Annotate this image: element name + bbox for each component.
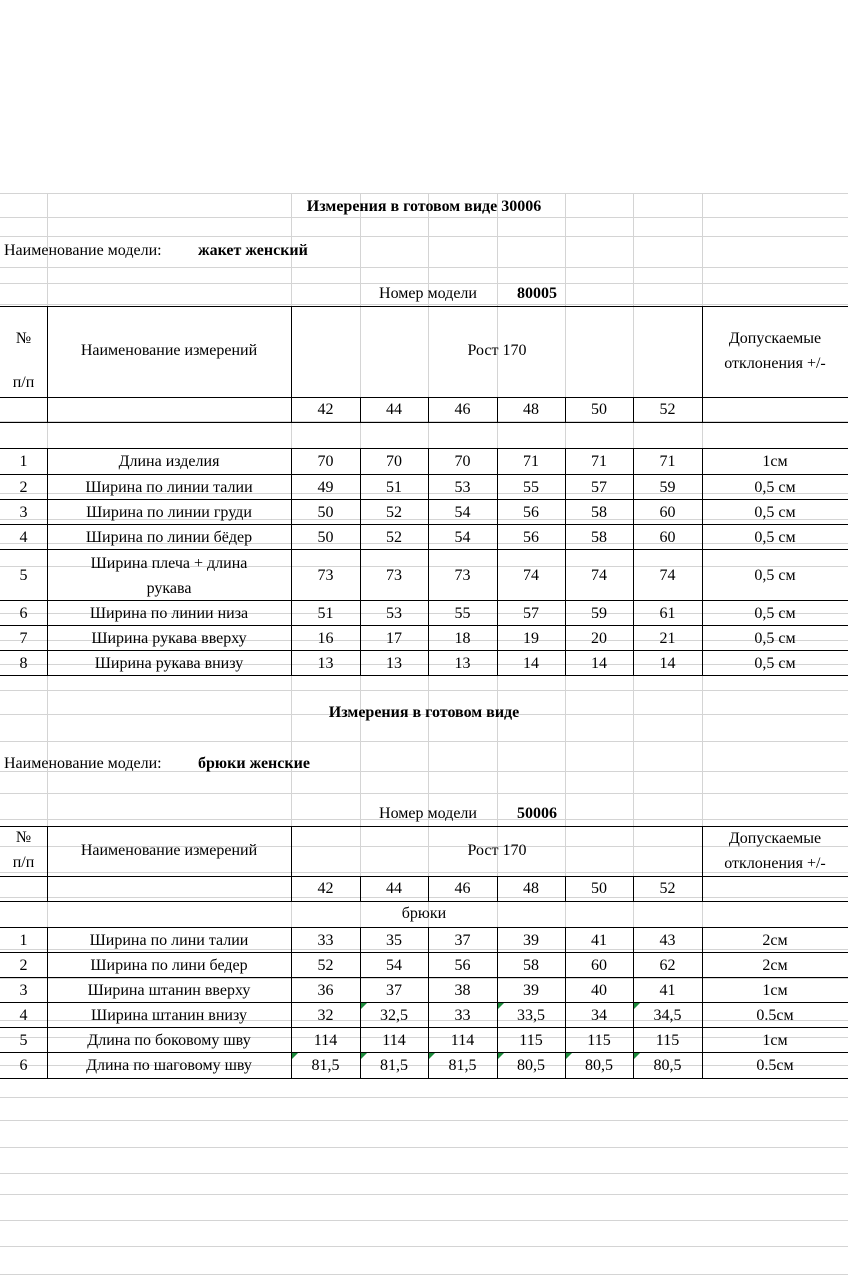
row-number: 6 [19,604,28,622]
measurement-value: 70 [386,453,402,470]
size-header: 52 [659,401,676,418]
grid-line [0,1173,848,1174]
grid-line [0,236,848,237]
grid-line [0,978,848,979]
cell-marker-icon [634,1003,640,1009]
measurement-value: 55 [523,478,539,496]
measurement-value: 19 [523,629,539,647]
measurement-name-2: Ширина штанин вверху [87,981,251,999]
table-border [0,524,848,525]
col-name-header: Наименование измерений [80,342,258,359]
measurement-value: 50 [317,528,334,546]
tolerance-value-2: 1см [762,1031,788,1049]
measurement-value-2: 41 [659,981,676,999]
sheet-title: Измерения в готовом виде 30006 [306,198,542,215]
measurement-value: 20 [591,629,607,647]
measurement-name: рукава [146,579,192,597]
size-header: 48 [523,401,539,418]
measurement-value: 70 [317,453,334,470]
measurement-value: 13 [454,654,471,672]
row-number-2: 1 [19,931,28,949]
row-number-2: 4 [19,1006,28,1024]
measurement-value-2: 80,5 [585,1057,613,1074]
measurement-value: 54 [454,503,471,521]
tolerance-value: 0,5 см [754,528,796,546]
grid-line [0,217,848,218]
measurement-value: 17 [386,629,402,647]
table-border [0,1027,848,1028]
row-number: 5 [19,566,28,584]
measurement-value-2: 115 [519,1031,543,1049]
table-border [565,448,566,675]
measurement-value: 55 [454,604,471,622]
measurement-value-2: 39 [523,931,539,949]
measurement-name-2: Ширина по лини талии [89,931,249,949]
table-border [291,826,292,901]
measurement-value-2: 115 [655,1031,680,1049]
cell-marker-icon [361,1003,367,1009]
measurement-name: Ширина по линии низа [89,604,249,622]
table-border [428,876,429,901]
measurement-value: 74 [591,566,607,584]
table-border [47,306,48,422]
table-border [0,306,848,307]
measurement-value: 51 [386,478,402,496]
tolerance-value: 1см [762,453,788,470]
tolerance-header-2: Допускаемые [728,830,822,847]
measurement-value: 53 [386,604,402,622]
col-number-header-2: № [15,829,32,846]
table-border [291,448,292,675]
measurement-value: 74 [659,566,676,584]
table-border [0,448,848,449]
tolerance-value-2: 0.5см [756,1057,794,1074]
measurement-value-2: 33,5 [517,1006,545,1024]
measurement-value-2: 41 [591,931,607,949]
measurement-name-2: Длина по боковому шву [87,1031,251,1049]
size-header: 42 [317,401,334,418]
table-border [633,397,634,422]
col-number-header-sub-2: п/п [12,854,35,871]
row-number: 8 [19,654,28,672]
table-border [0,901,848,902]
measurement-value-2: 32,5 [380,1006,408,1024]
tolerance-header: Допускаемые [728,330,822,347]
measurement-value: 14 [523,654,539,672]
table-border [0,474,848,475]
table-border [291,306,292,422]
table-border [702,826,703,901]
measurement-value-2: 56 [454,956,471,974]
measurement-value: 21 [659,629,676,647]
table-border [497,397,498,422]
grid-line [0,1097,848,1098]
table-border [702,306,703,422]
measurement-sheet [0,193,848,1078]
measurement-name-2: Ширина штанин внизу [91,1006,247,1024]
measurement-value-2: 81,5 [448,1057,477,1074]
table-border [702,448,703,675]
measurement-value: 60 [659,503,676,521]
row-number: 3 [19,503,28,521]
table-border [0,876,848,877]
size-header-2: 44 [386,880,402,897]
measurement-value: 13 [386,654,402,672]
size-header-2: 48 [523,880,539,897]
measurement-value: 61 [659,604,676,622]
measurement-value-2: 114 [313,1031,338,1049]
cell-marker-icon [429,1053,435,1059]
measurement-value: 59 [591,604,607,622]
measurement-value: 70 [454,453,471,470]
table-border [0,549,848,550]
table-border [47,927,48,1078]
tolerance-value: 0,5 см [754,566,796,584]
measurement-value-2: 37 [386,981,402,999]
model-name-2: брюки женские [198,755,310,772]
measurement-value: 57 [523,604,539,622]
cell-marker-icon [498,1053,504,1059]
measurement-value: 58 [591,503,607,521]
table-border [497,448,498,675]
measurement-value: 73 [454,566,471,584]
measurement-name: Длина изделия [118,453,220,470]
measurement-value-2: 58 [523,956,539,974]
grid-line [0,872,848,873]
measurement-value-2: 54 [386,956,402,974]
model-name: жакет женский [198,242,308,259]
table-border [360,397,361,422]
height-header: Рост 170 [467,342,527,359]
size-header: 50 [591,401,607,418]
row-number-2: 6 [19,1057,28,1074]
grid-line [0,793,848,794]
measurement-value-2: 62 [659,956,676,974]
row-number: 1 [19,453,28,470]
measurement-value: 49 [317,478,334,496]
grid-line [0,1194,848,1195]
model-number-label: Номер модели [379,285,477,302]
measurement-value-2: 80,5 [653,1057,682,1074]
measurement-value-2: 43 [659,931,676,949]
height-header-2: Рост 170 [467,842,527,859]
model-number-label-2: Номер модели [379,805,477,822]
table-border [497,876,498,901]
measurement-value-2: 115 [587,1031,611,1049]
measurement-value-2: 36 [317,981,334,999]
row-number: 2 [19,478,28,496]
grid-line [0,897,848,898]
measurement-value-2: 37 [454,931,471,949]
measurement-value: 56 [523,528,539,546]
cell-marker-icon [292,1053,298,1059]
table-border [360,876,361,901]
table-border [0,650,848,651]
tolerance-value-2: 2см [762,956,788,974]
table-border [0,1002,848,1003]
cell-marker-icon [498,1003,504,1009]
col-number-header-sub: п/п [12,374,35,391]
grid-line [0,1220,848,1221]
measurement-value-2: 60 [591,956,607,974]
measurement-value: 18 [454,629,471,647]
section-label: брюки [401,905,447,922]
measurement-value: 51 [317,604,334,622]
tolerance-value: 0,5 см [754,654,796,672]
measurement-value: 14 [591,654,607,672]
grid-line [0,690,848,691]
row-number-2: 5 [19,1031,28,1049]
grid-line [0,304,848,305]
table-border [0,1078,848,1079]
row-number: 7 [19,629,28,647]
measurement-value: 52 [386,503,402,521]
grid-line [0,1120,848,1121]
table-border [633,448,634,675]
tolerance-value: 0,5 см [754,478,796,496]
table-border [0,499,848,500]
col-number-header: № [15,330,32,347]
model-label-2: Наименование модели: [4,755,162,772]
tolerance-value: 0,5 см [754,629,796,647]
table-border [633,876,634,901]
measurement-value: 57 [591,478,607,496]
table-border [428,448,429,675]
cell-marker-icon [634,1053,640,1059]
sheet-title-2: Измерения в готовом виде [328,704,520,721]
measurement-value: 73 [317,566,334,584]
table-border [360,448,361,675]
table-border [0,675,848,676]
table-border [565,397,566,422]
size-header: 46 [454,401,471,418]
tolerance-value-2: 0.5см [756,1006,794,1024]
cell-marker-icon [566,1053,572,1059]
row-number: 4 [19,528,28,546]
tolerance-header-sub-2: отклонения +/- [724,855,826,872]
row-number-2: 2 [19,956,28,974]
measurement-value-2: 39 [523,981,539,999]
table-border [0,952,848,953]
measurement-value: 52 [386,528,402,546]
tolerance-value-2: 1см [762,981,788,999]
measurement-value: 71 [591,453,607,470]
cell-marker-icon [361,1053,367,1059]
measurement-name: Ширина рукава вверху [91,629,247,647]
measurement-value: 50 [317,503,334,521]
grid-line [0,267,848,268]
table-border [565,876,566,901]
measurement-value-2: 32 [317,1006,334,1024]
table-border [0,397,848,398]
col-name-header-2: Наименование измерений [80,842,258,859]
measurement-value-2: 34 [591,1006,607,1024]
measurement-value-2: 34,5 [653,1006,682,1024]
tolerance-value: 0,5 см [754,604,796,622]
measurement-value-2: 33 [317,931,334,949]
table-border [0,1052,848,1053]
table-border [0,927,848,928]
size-header: 44 [386,401,402,418]
measurement-value: 60 [659,528,676,546]
grid-line [0,193,848,194]
grid-line [0,741,848,742]
measurement-value: 74 [523,566,539,584]
measurement-value: 54 [454,528,471,546]
tolerance-value-2: 2см [762,931,788,949]
measurement-name: Ширина рукава внизу [94,654,244,672]
tolerance-value: 0,5 см [754,503,796,521]
measurement-value-2: 38 [454,981,471,999]
measurement-value-2: 81,5 [311,1057,340,1074]
measurement-value: 13 [317,654,334,672]
size-header-2: 42 [317,880,334,897]
table-border [47,448,48,675]
measurement-name: Ширина по линии талии [85,478,253,496]
table-border [0,625,848,626]
measurement-name: Ширина по линии груди [86,503,252,521]
measurement-value-2: 52 [317,956,334,974]
measurement-value: 58 [591,528,607,546]
grid-line [0,1147,848,1148]
measurement-value: 16 [317,629,334,647]
size-header-2: 52 [659,880,676,897]
grid-line [0,1246,848,1247]
table-border [47,826,48,901]
measurement-value: 56 [523,503,539,521]
table-border [0,977,848,978]
model-label: Наименование модели: [4,242,162,259]
measurement-value-2: 114 [450,1031,475,1049]
measurement-name: Ширина плеча + длина [90,554,248,572]
measurement-value-2: 114 [382,1031,406,1049]
table-border [0,600,848,601]
table-border [428,397,429,422]
measurement-value-2: 35 [386,931,402,949]
measurement-name-2: Длина по шаговому шву [86,1057,252,1074]
measurement-value-2: 40 [591,981,607,999]
measurement-value: 59 [659,478,676,496]
model-number: 80005 [517,285,557,302]
measurement-value-2: 81,5 [380,1057,408,1074]
measurement-value: 14 [659,654,676,672]
table-border [0,422,848,423]
size-header-2: 46 [454,880,471,897]
measurement-name-2: Ширина по лини бедер [90,956,248,974]
size-header-2: 50 [591,880,607,897]
measurement-value-2: 33 [454,1006,471,1024]
measurement-value: 71 [523,453,539,470]
measurement-value: 71 [659,453,676,470]
measurement-value: 73 [386,566,402,584]
table-border [702,927,703,1078]
row-number-2: 3 [19,981,28,999]
measurement-name: Ширина по линии бёдер [85,528,253,546]
table-border [0,826,848,827]
measurement-value-2: 80,5 [517,1057,545,1074]
tolerance-header-sub: отклонения +/- [724,355,826,372]
model-number-2: 50006 [517,805,557,822]
measurement-value: 53 [454,478,471,496]
